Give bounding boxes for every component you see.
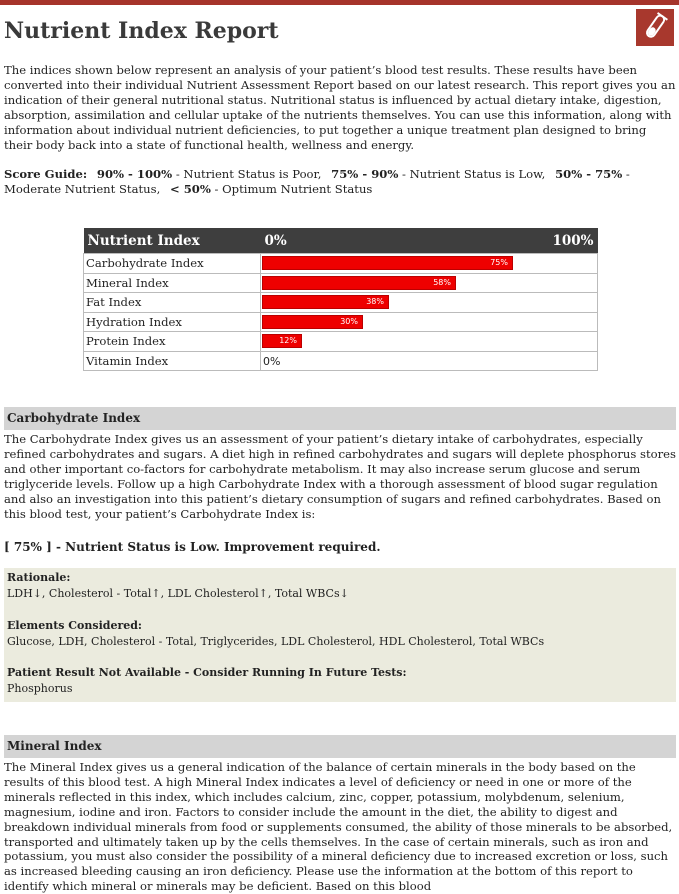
score-range: 75% - 90%	[331, 167, 399, 181]
mineral-description: The Mineral Index gives us a general indication of the balance of certain minerals in the body based on the results of this blood test. A high Mineral Index indicates a level of deficiency or need in one or more of the minerals reflected in this index, which includes calcium, zinc, copper, potassium, molybdenum, selenium, magnesium, iodine and iron. Factors to consider include the amount in the diet, the ability to digest and breakdown individual minerals from food or supplements consumed, the ability of those minerals to be absorbed, transported and ultimately taken up by the cells themselves. In the case of certain minerals, such as iron and potassium, you must also consider the possibility of a mineral deficiency due to increased excretion or loss, such as increased bleeding causing an iron deficiency. Please use the information at the bottom of this report to identify which mineral or minerals may be deficient. Based on this blood	[4, 760, 673, 894]
nutrient-name: Protein Index	[84, 332, 261, 352]
score-desc: - Nutrient Status is Low,	[398, 167, 546, 181]
nutrient-bar: 12%	[262, 334, 302, 348]
table-row	[84, 312, 598, 332]
carbohydrate-description: The Carbohydrate Index gives us an assessment of your patient’s dietary intake of carbohydrates, especially refined carbohydrates and sugars. A diet high in refined carbohydrates and sugars will deplete phosphorus stores and other important co-factors for carbohydrate metabolism. It may also increase serum glucose and serum triglyceride levels. Follow up a high Carbohydrate Index with a thorough assessment of blood sugar regulation and also an investigation into this patient’s dietary consumption of sugars and refined carbohydrates. Based on this blood test, your patient’s Carbohydrate Index is:	[4, 432, 676, 521]
test-tube-icon	[636, 9, 674, 46]
mineral-section-heading: Mineral Index	[4, 735, 676, 758]
table-row	[84, 273, 598, 293]
score-range: 90% - 100%	[96, 167, 173, 181]
rationale-label: Rationale:	[7, 571, 71, 584]
header-nutrient-index: Nutrient Index	[84, 228, 261, 254]
score-desc: - Nutrient Status is Poor,	[172, 167, 322, 181]
header-max: 100%	[389, 228, 597, 254]
table-row	[84, 351, 598, 371]
table-row	[84, 254, 598, 274]
score-range: 50% - 75%	[555, 167, 623, 181]
page-title: Nutrient Index Report	[4, 18, 279, 44]
table-header-row	[84, 228, 598, 254]
score-desc: - Optimum Nutrient Status	[210, 182, 373, 196]
elements-label: Elements Considered:	[7, 619, 142, 632]
table-row	[84, 332, 598, 352]
score-range: < 50%	[169, 182, 211, 196]
elements-value: Glucose, LDH, Cholesterol - Total, Triglycerides, LDL Cholesterol, HDL Cholesterol, Total WBCs	[7, 635, 545, 648]
carbohydrate-details-box	[4, 568, 676, 702]
nutrient-name: Vitamin Index	[84, 351, 261, 371]
not-available-value: Phosphorus	[7, 682, 73, 695]
nutrient-bar: 75%	[262, 256, 513, 270]
nutrient-index-table	[83, 228, 598, 371]
carbohydrate-status: [ 75% ] - Nutrient Status is Low. Improvement required.	[4, 540, 381, 554]
nutrient-name: Hydration Index	[84, 312, 261, 332]
score-guide-label: Score Guide:	[4, 167, 88, 181]
nutrient-name: Fat Index	[84, 293, 261, 313]
rationale-value: LDH↓, Cholesterol - Total↑, LDL Cholesterol↑, Total WBCs↓	[7, 587, 349, 600]
nutrient-bar: 38%	[262, 295, 389, 309]
header-min: 0%	[261, 228, 390, 254]
nutrient-name: Carbohydrate Index	[84, 254, 261, 274]
not-available-label: Patient Result Not Available - Consider Running In Future Tests:	[7, 666, 407, 679]
nutrient-name: Mineral Index	[84, 273, 261, 293]
intro-paragraph: The indices shown below represent an analysis of your patient’s blood test results. These results have been converted into their individual Nutrient Assessment Report based on our latest research. This report gives you an indication of their general nutritional status. Nutritional status is influenced by actual dietary intake, digestion, absorption, assimilation and cellular uptake of the nutrients themselves. You can use this information, along with information about individual nutrient deficiencies, to put together a unique treatment plan designed to bring their body back into a state of functional health, wellness and energy.	[4, 63, 676, 152]
table-row	[84, 293, 598, 313]
score-guide	[4, 167, 676, 197]
carbohydrate-section-heading: Carbohydrate Index	[4, 407, 676, 430]
nutrient-bar: 30%	[262, 315, 363, 329]
score-desc: - Moderate Nutrient Status,	[4, 167, 630, 196]
top-accent-bar	[0, 0, 679, 5]
nutrient-bar: 58%	[262, 276, 456, 290]
nutrient-value: 0%	[263, 354, 281, 368]
